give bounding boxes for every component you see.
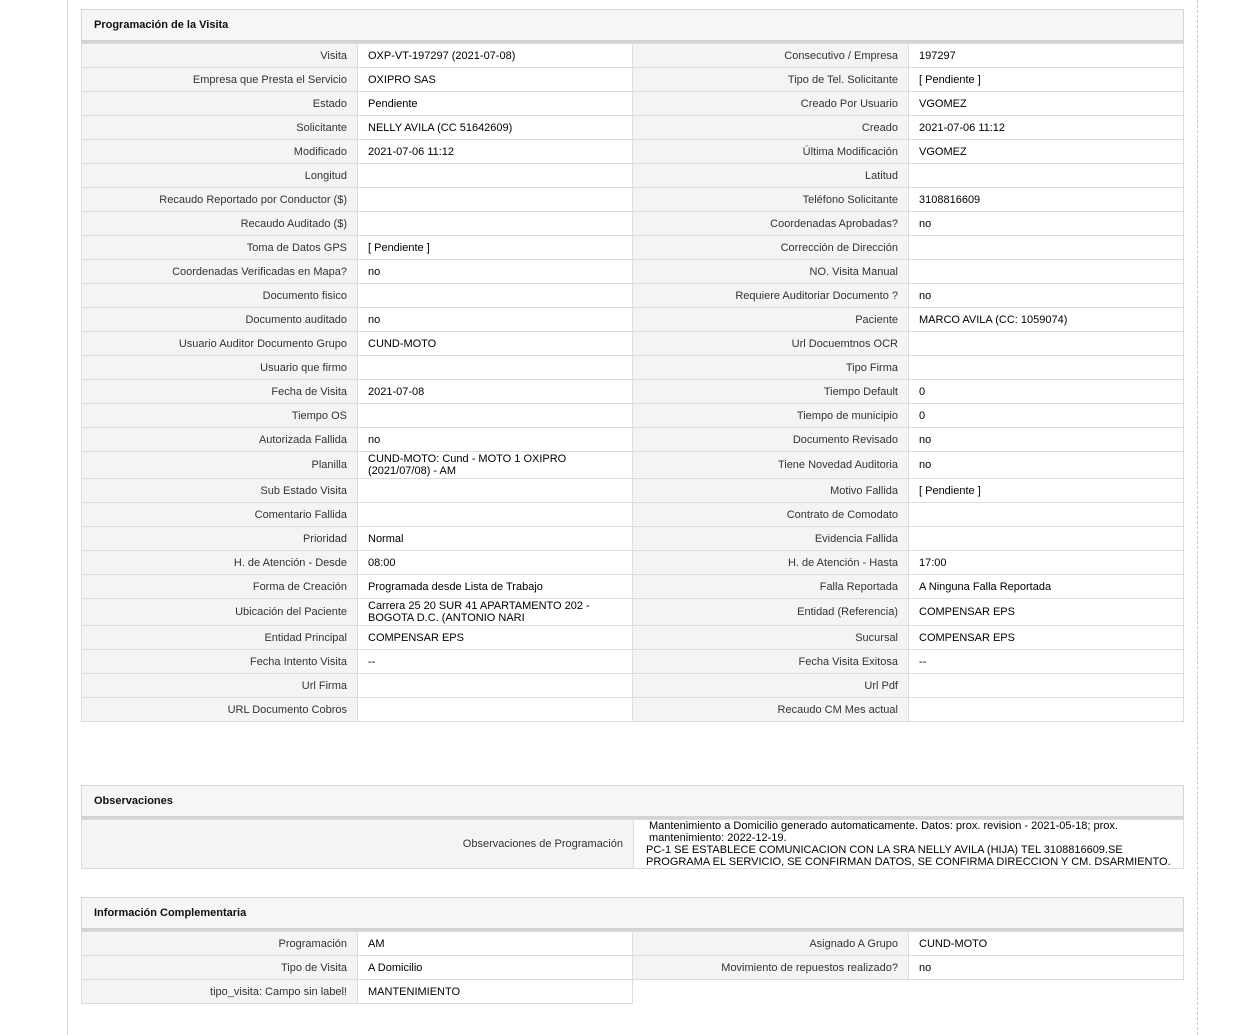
usuario-que-firmo-value <box>358 356 633 380</box>
observaciones-section <box>81 785 1184 869</box>
tiempo-default-value: 0 <box>909 380 1184 404</box>
correccion-de-direccion-label: Corrección de Dirección <box>633 236 909 260</box>
tipo-de-visita-label: Tipo de Visita <box>82 956 358 980</box>
fecha-de-visita-value: 2021-07-08 <box>358 380 633 404</box>
table-row <box>82 674 1184 698</box>
ubicacion-del-paciente-value: Carrera 25 20 SUR 41 APARTAMENTO 202 - BOGOTA D.C. (ANTONIO NARI <box>358 599 633 626</box>
table-row <box>82 932 1184 956</box>
no-visita-manual-label: NO. Visita Manual <box>633 260 909 284</box>
latitud-label: Latitud <box>633 164 909 188</box>
table-row <box>82 308 1184 332</box>
planilla-value: CUND-MOTO: Cund - MOTO 1 OXIPRO (2021/07/08) - AM <box>358 452 633 479</box>
table-row <box>82 698 1184 722</box>
observaciones-line-2: PC-1 SE ESTABLECE COMUNICACION CON LA SRA NELLY AVILA (HIJA) TEL 3108816609.SE PROGRAMA EL SERVICIO, SE CONFIRMAN DATOS, SE CONFIRMA DIRECCION Y CM. DSARMIENTO. <box>646 844 1171 868</box>
latitud-value <box>909 164 1184 188</box>
creado-label: Creado <box>633 116 909 140</box>
observaciones-header: Observaciones <box>81 785 1184 819</box>
usuario-que-firmo-label: Usuario que firmo <box>82 356 358 380</box>
table-row <box>82 44 1184 68</box>
right-dashed-border <box>1197 0 1198 1035</box>
evidencia-fallida-label: Evidencia Fallida <box>633 527 909 551</box>
h-de-atencion-desde-value: 08:00 <box>358 551 633 575</box>
motivo-fallida-label: Motivo Fallida <box>633 479 909 503</box>
table-row <box>82 626 1184 650</box>
recaudo-cm-mes-actual-value <box>909 698 1184 722</box>
creado-value: 2021-07-06 11:12 <box>909 116 1184 140</box>
table-row <box>82 380 1184 404</box>
left-border-line <box>67 0 68 1035</box>
ultima-modificacion-value: VGOMEZ <box>909 140 1184 164</box>
prioridad-value: Normal <box>358 527 633 551</box>
url-firma-value <box>358 674 633 698</box>
table-row <box>82 260 1184 284</box>
programacion-section <box>81 9 1184 722</box>
toma-de-datos-gps-value: [ Pendiente ] <box>358 236 633 260</box>
fecha-de-visita-label: Fecha de Visita <box>82 380 358 404</box>
recaudo-auditado-label: Recaudo Auditado ($) <box>82 212 358 236</box>
asignado-a-grupo-label: Asignado A Grupo <box>633 932 909 956</box>
url-pdf-label: Url Pdf <box>633 674 909 698</box>
table-row <box>82 116 1184 140</box>
coordenadas-aprobadas-label: Coordenadas Aprobadas? <box>633 212 909 236</box>
table-row <box>82 527 1184 551</box>
requiere-auditoriar-documento-label: Requiere Auditoriar Documento ? <box>633 284 909 308</box>
url-docuemtnos-ocr-value <box>909 332 1184 356</box>
programacion-label: Programación <box>82 932 358 956</box>
entidad-principal-label: Entidad Principal <box>82 626 358 650</box>
tipo-visita-campo-sin-label-value: MANTENIMIENTO <box>358 980 633 1004</box>
documento-revisado-value: no <box>909 428 1184 452</box>
table-row <box>82 164 1184 188</box>
tipo-de-visita-value: A Domicilio <box>358 956 633 980</box>
url-docuemtnos-ocr-label: Url Docuemtnos OCR <box>633 332 909 356</box>
tiempo-default-label: Tiempo Default <box>633 380 909 404</box>
autorizada-fallida-value: no <box>358 428 633 452</box>
empty-cell <box>633 980 1184 1004</box>
table-row <box>82 332 1184 356</box>
tipo-firma-label: Tipo Firma <box>633 356 909 380</box>
table-row <box>82 188 1184 212</box>
h-de-atencion-hasta-value: 17:00 <box>909 551 1184 575</box>
table-row <box>82 452 1184 479</box>
documento-fisico-value <box>358 284 633 308</box>
no-visita-manual-value <box>909 260 1184 284</box>
telefono-solicitante-value: 3108816609 <box>909 188 1184 212</box>
entidad-referencia-value: COMPENSAR EPS <box>909 599 1184 626</box>
ultima-modificacion-label: Última Modificación <box>633 140 909 164</box>
creado-por-usuario-label: Creado Por Usuario <box>633 92 909 116</box>
coordenadas-aprobadas-value: no <box>909 212 1184 236</box>
modificado-value: 2021-07-06 11:12 <box>358 140 633 164</box>
recaudo-reportado-por-conductor-value <box>358 188 633 212</box>
observaciones-programacion-value <box>634 820 1184 869</box>
autorizada-fallida-label: Autorizada Fallida <box>82 428 358 452</box>
evidencia-fallida-value <box>909 527 1184 551</box>
url-firma-label: Url Firma <box>82 674 358 698</box>
consecutivo-empresa-label: Consecutivo / Empresa <box>633 44 909 68</box>
recaudo-reportado-por-conductor-label: Recaudo Reportado por Conductor ($) <box>82 188 358 212</box>
modificado-label: Modificado <box>82 140 358 164</box>
url-documento-cobros-label: URL Documento Cobros <box>82 698 358 722</box>
requiere-auditoriar-documento-value: no <box>909 284 1184 308</box>
tiempo-de-municipio-value: 0 <box>909 404 1184 428</box>
falla-reportada-label: Falla Reportada <box>633 575 909 599</box>
observaciones-programacion-label: Observaciones de Programación <box>82 820 634 869</box>
contrato-de-comodato-value <box>909 503 1184 527</box>
tiempo-de-municipio-label: Tiempo de municipio <box>633 404 909 428</box>
empresa-que-presta-el-servicio-label: Empresa que Presta el Servicio <box>82 68 358 92</box>
entidad-referencia-label: Entidad (Referencia) <box>633 599 909 626</box>
h-de-atencion-hasta-label: H. de Atención - Hasta <box>633 551 909 575</box>
table-row <box>82 212 1184 236</box>
observaciones-table <box>81 819 1184 869</box>
fecha-intento-visita-label: Fecha Intento Visita <box>82 650 358 674</box>
table-row <box>82 140 1184 164</box>
paciente-label: Paciente <box>633 308 909 332</box>
table-row <box>82 68 1184 92</box>
documento-fisico-label: Documento fisico <box>82 284 358 308</box>
table-row <box>82 284 1184 308</box>
table-row <box>82 503 1184 527</box>
table-row <box>82 92 1184 116</box>
movimiento-de-repuestos-realizado-label: Movimiento de repuestos realizado? <box>633 956 909 980</box>
longitud-label: Longitud <box>82 164 358 188</box>
prioridad-label: Prioridad <box>82 527 358 551</box>
contrato-de-comodato-label: Contrato de Comodato <box>633 503 909 527</box>
tiempo-os-value <box>358 404 633 428</box>
solicitante-label: Solicitante <box>82 116 358 140</box>
solicitante-value: NELLY AVILA (CC 51642609) <box>358 116 633 140</box>
fecha-intento-visita-value: -- <box>358 650 633 674</box>
longitud-value <box>358 164 633 188</box>
usuario-auditor-documento-grupo-value: CUND-MOTO <box>358 332 633 356</box>
correccion-de-direccion-value <box>909 236 1184 260</box>
complementaria-header: Información Complementaria <box>81 897 1184 931</box>
planilla-label: Planilla <box>82 452 358 479</box>
coordenadas-verificadas-en-mapa-label: Coordenadas Verificadas en Mapa? <box>82 260 358 284</box>
table-row <box>82 479 1184 503</box>
table-row <box>82 956 1184 980</box>
estado-value: Pendiente <box>358 92 633 116</box>
empresa-que-presta-el-servicio-value: OXIPRO SAS <box>358 68 633 92</box>
entidad-principal-value: COMPENSAR EPS <box>358 626 633 650</box>
table-row <box>82 650 1184 674</box>
visita-label: Visita <box>82 44 358 68</box>
motivo-fallida-value: [ Pendiente ] <box>909 479 1184 503</box>
tiempo-os-label: Tiempo OS <box>82 404 358 428</box>
visita-value: OXP-VT-197297 (2021-07-08) <box>358 44 633 68</box>
sucursal-label: Sucursal <box>633 626 909 650</box>
documento-revisado-label: Documento Revisado <box>633 428 909 452</box>
table-row <box>82 980 1184 1004</box>
programacion-value: AM <box>358 932 633 956</box>
forma-de-creacion-label: Forma de Creación <box>82 575 358 599</box>
usuario-auditor-documento-grupo-label: Usuario Auditor Documento Grupo <box>82 332 358 356</box>
table-row <box>82 356 1184 380</box>
tipo-visita-campo-sin-label-label: tipo_visita: Campo sin label! <box>82 980 358 1004</box>
asignado-a-grupo-value: CUND-MOTO <box>909 932 1184 956</box>
fecha-visita-exitosa-label: Fecha Visita Exitosa <box>633 650 909 674</box>
url-pdf-value <box>909 674 1184 698</box>
table-row <box>82 820 1184 869</box>
documento-auditado-label: Documento auditado <box>82 308 358 332</box>
ubicacion-del-paciente-label: Ubicación del Paciente <box>82 599 358 626</box>
movimiento-de-repuestos-realizado-value: no <box>909 956 1184 980</box>
table-row <box>82 404 1184 428</box>
table-row <box>82 428 1184 452</box>
table-row <box>82 575 1184 599</box>
comentario-fallida-label: Comentario Fallida <box>82 503 358 527</box>
programacion-header: Programación de la Visita <box>81 9 1184 43</box>
sub-estado-visita-label: Sub Estado Visita <box>82 479 358 503</box>
forma-de-creacion-value: Programada desde Lista de Trabajo <box>358 575 633 599</box>
complementaria-table <box>81 931 1184 1004</box>
falla-reportada-value: A Ninguna Falla Reportada <box>909 575 1184 599</box>
table-row <box>82 599 1184 626</box>
comentario-fallida-value <box>358 503 633 527</box>
observaciones-line-1: Mantenimiento a Domicilio generado automaticamente. Datos: prox. revision - 2021-05-18; prox. mantenimiento: 2022-12-19. <box>649 820 1118 844</box>
coordenadas-verificadas-en-mapa-value: no <box>358 260 633 284</box>
table-row <box>82 551 1184 575</box>
tipo-firma-value <box>909 356 1184 380</box>
toma-de-datos-gps-label: Toma de Datos GPS <box>82 236 358 260</box>
tipo-de-tel-solicitante-label: Tipo de Tel. Solicitante <box>633 68 909 92</box>
table-row <box>82 236 1184 260</box>
tiene-novedad-auditoria-label: Tiene Novedad Auditoria <box>633 452 909 479</box>
documento-auditado-value: no <box>358 308 633 332</box>
h-de-atencion-desde-label: H. de Atención - Desde <box>82 551 358 575</box>
complementaria-section <box>81 897 1184 1004</box>
tiene-novedad-auditoria-value: no <box>909 452 1184 479</box>
recaudo-auditado-value <box>358 212 633 236</box>
sub-estado-visita-value <box>358 479 633 503</box>
consecutivo-empresa-value: 197297 <box>909 44 1184 68</box>
sucursal-value: COMPENSAR EPS <box>909 626 1184 650</box>
tipo-de-tel-solicitante-value: [ Pendiente ] <box>909 68 1184 92</box>
fecha-visita-exitosa-value: -- <box>909 650 1184 674</box>
telefono-solicitante-label: Teléfono Solicitante <box>633 188 909 212</box>
estado-label: Estado <box>82 92 358 116</box>
url-documento-cobros-value <box>358 698 633 722</box>
creado-por-usuario-value: VGOMEZ <box>909 92 1184 116</box>
programacion-table <box>81 43 1184 722</box>
recaudo-cm-mes-actual-label: Recaudo CM Mes actual <box>633 698 909 722</box>
paciente-value: MARCO AVILA (CC: 1059074) <box>909 308 1184 332</box>
